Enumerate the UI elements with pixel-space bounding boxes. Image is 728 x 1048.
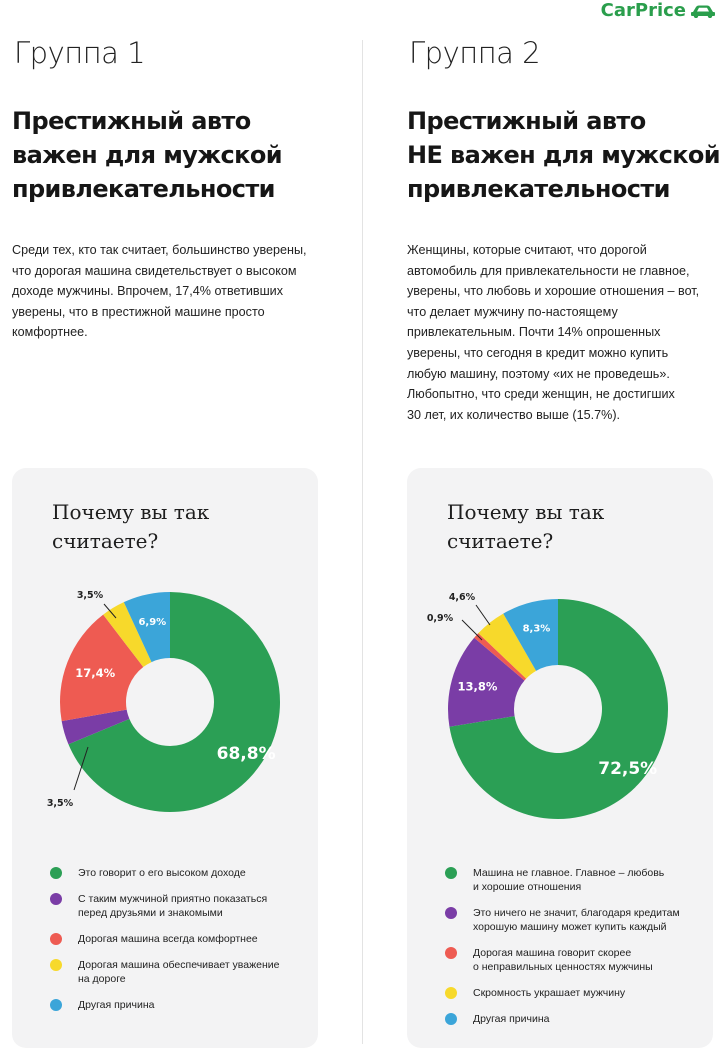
- legend-item: [443, 986, 713, 1000]
- question-line: считаете?: [447, 529, 554, 553]
- description-line: автомобиль для привлекательности не главное,: [407, 263, 690, 278]
- description-line: доходе мужчины. Впрочем, 17,4% ответивших: [12, 284, 284, 299]
- legend-label: Это говорит о его высоком доходе: [78, 867, 246, 879]
- slice-label: 68,8%: [216, 743, 276, 764]
- description-line: что делает мужчину по-настоящему: [407, 304, 618, 319]
- description-line: что дорогая машина свидетельствует о высоком: [12, 263, 297, 278]
- description-line: комфортнее.: [12, 325, 88, 340]
- legend-item: [443, 866, 713, 894]
- slice-label: 8,3%: [522, 623, 551, 635]
- question-line: Почему вы так: [52, 500, 210, 524]
- headline-line: НЕ важен для мужской: [407, 141, 721, 169]
- legend-item: [48, 932, 318, 946]
- description-line: уверены, что сегодня в кредит можно купить: [407, 345, 669, 360]
- group-headline: [12, 104, 332, 206]
- group-description: [12, 240, 312, 343]
- legend-label: перед друзьями и знакомыми: [78, 907, 223, 919]
- legend-label: Это ничего не значит, благодаря кредитам: [473, 907, 680, 919]
- group-headline: [407, 104, 727, 206]
- label-leader-line: [476, 605, 490, 625]
- legend-swatch: [445, 1013, 457, 1025]
- legend-swatch: [50, 893, 62, 905]
- chart-legend: [48, 866, 318, 1012]
- legend-item: [443, 906, 713, 934]
- legend-label: на дороге: [78, 973, 126, 985]
- question-line: Почему вы так: [447, 500, 605, 524]
- legend-swatch: [445, 947, 457, 959]
- legend-label: Другая причина: [78, 999, 155, 1011]
- description-line: уверены, что в престижной машине просто: [12, 304, 265, 319]
- legend-swatch: [445, 867, 457, 879]
- description-line: любую машину, поэтому «их не проведешь».: [407, 366, 670, 381]
- legend-swatch: [50, 867, 62, 879]
- description-line: Любопытно, что среди женщин, не достигших: [407, 387, 675, 402]
- legend-label: С таким мужчиной приятно показаться: [78, 893, 268, 905]
- legend-item: [48, 958, 318, 986]
- legend-swatch: [445, 907, 457, 919]
- slice-label: 0,9%: [426, 613, 454, 624]
- slice-label: 17,4%: [75, 665, 116, 680]
- description-line: привлекательным. Почти 14% опрошенных: [407, 325, 661, 340]
- headline-line: важен для мужской: [12, 141, 282, 169]
- slice-label: 4,6%: [448, 592, 476, 603]
- legend-item: [48, 998, 318, 1012]
- donut-chart: [12, 468, 318, 848]
- carprice-logo: [601, 0, 716, 21]
- car-icon: [690, 4, 716, 18]
- description-line: 30 лет, их количество выше (15.7%).: [407, 407, 621, 422]
- chart-card: [12, 468, 318, 1048]
- slice-label: 13,8%: [457, 679, 498, 694]
- legend-label: Дорогая машина обеспечивает уважение: [78, 959, 280, 971]
- legend-label: Дорогая машина всегда комфортнее: [78, 933, 258, 945]
- group-description: [407, 240, 707, 425]
- group-title: Группа 1: [14, 36, 146, 70]
- description-line: Среди тех, кто так считает, большинство уверены,: [12, 243, 307, 257]
- legend-swatch: [50, 959, 62, 971]
- chart-legend: [443, 866, 713, 1026]
- legend-label: Другая причина: [473, 1013, 550, 1025]
- headline-line: привлекательности: [12, 175, 275, 203]
- description-line: Женщины, которые считают, что дорогой: [407, 243, 647, 257]
- headline-line: Престижный авто: [12, 107, 251, 135]
- donut-chart: [407, 468, 713, 848]
- legend-item: [48, 866, 318, 880]
- legend-swatch: [50, 999, 62, 1011]
- legend-label: хорошую машину может купить каждый: [473, 921, 667, 933]
- chart-card: [407, 468, 713, 1048]
- headline-line: Престижный авто: [407, 107, 646, 135]
- headline-line: привлекательности: [407, 175, 670, 203]
- legend-item: [443, 1012, 713, 1026]
- legend-label: Скромность украшает мужчину: [473, 987, 626, 999]
- legend-label: и хорошие отношения: [473, 881, 582, 893]
- slice-label: 6,9%: [138, 617, 167, 629]
- slice-label: 72,5%: [598, 759, 658, 780]
- legend-label: о неправильных ценностях мужчины: [473, 961, 653, 973]
- slice-label: 3,5%: [76, 590, 104, 601]
- column-divider: [362, 40, 363, 1044]
- label-leader-line: [462, 620, 482, 640]
- legend-swatch: [50, 933, 62, 945]
- legend-label: Машина не главное. Главное – любовь: [473, 867, 665, 879]
- group-title: Группа 2: [409, 36, 541, 70]
- slice-label: 3,5%: [46, 798, 74, 809]
- legend-label: Дорогая машина говорит скорее: [473, 947, 632, 959]
- legend-item: [443, 946, 713, 974]
- brand-name: CarPrice: [600, 0, 686, 21]
- description-line: уверены, что любовь и хорошие отношения – вот,: [407, 284, 700, 299]
- legend-item: [48, 892, 318, 920]
- legend-swatch: [445, 987, 457, 999]
- question-line: считаете?: [52, 529, 159, 553]
